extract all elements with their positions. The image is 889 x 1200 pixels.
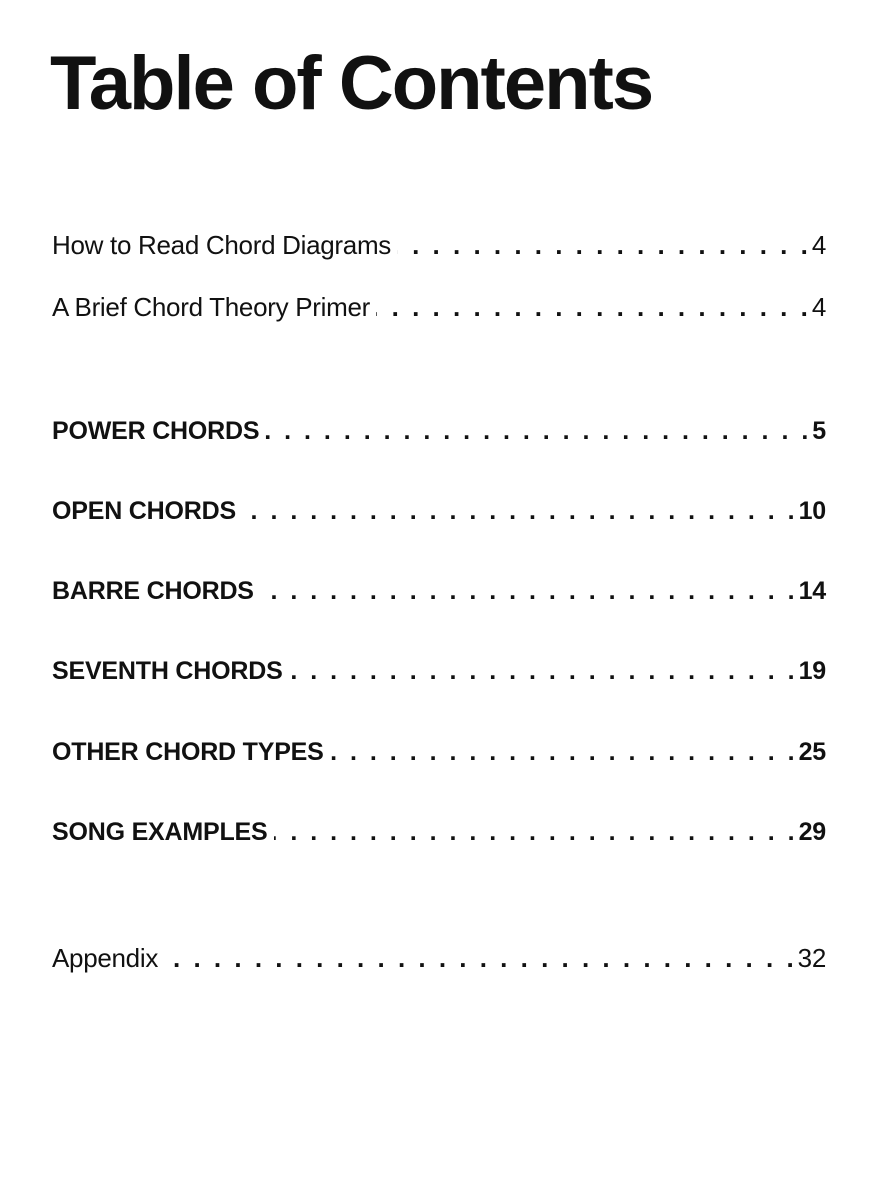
toc-entry-label: How to Read Chord Diagrams: [52, 230, 392, 260]
toc-entry-how-to-read-chord-diagrams[interactable]: [52, 232, 826, 258]
toc-entry-label: OPEN CHORDS: [52, 497, 236, 525]
toc-entry-label: OTHER CHORD TYPES: [52, 738, 324, 766]
toc-entry-song-examples[interactable]: [52, 820, 826, 845]
toc-entry-seventh-chords[interactable]: [52, 659, 826, 684]
dot-leader: [330, 740, 795, 765]
toc-entry-barre-chords[interactable]: [52, 579, 826, 604]
dot-leader: [376, 294, 808, 320]
dot-leader: [265, 419, 808, 444]
toc-entry-label: SONG EXAMPLES: [52, 818, 268, 846]
toc-entry-label: Appendix: [52, 943, 159, 973]
toc-entry-page: 10: [798, 497, 826, 525]
toc-entry-open-chords[interactable]: [52, 499, 826, 524]
toc-entry-page: 25: [798, 738, 826, 766]
toc-entry-label: POWER CHORDS: [52, 417, 260, 445]
dot-leader: [260, 579, 795, 604]
dot-leader: [242, 499, 795, 524]
page-title: Table of Contents: [50, 41, 653, 126]
toc-entry-other-chord-types[interactable]: [52, 740, 826, 765]
toc-entry-label: SEVENTH CHORDS: [52, 657, 283, 685]
dot-leader: [289, 659, 795, 684]
dot-leader: [397, 232, 808, 258]
toc-entry-page: 14: [798, 577, 826, 605]
toc-entry-chord-theory-primer[interactable]: [52, 294, 826, 320]
toc-entry-label: BARRE CHORDS: [52, 577, 254, 605]
toc-entry-page: 4: [811, 230, 826, 260]
toc-entry-appendix[interactable]: [52, 945, 826, 971]
toc-entry-page: 29: [798, 818, 826, 846]
toc-entry-power-chords[interactable]: [52, 419, 826, 444]
toc-entry-page: 19: [798, 657, 826, 685]
toc-entry-page: 4: [811, 292, 826, 322]
toc-entry-page: 32: [797, 943, 826, 973]
toc-entry-label: A Brief Chord Theory Primer: [52, 292, 370, 322]
toc-entry-page: 5: [812, 417, 826, 445]
dot-leader: [164, 945, 794, 971]
dot-leader: [274, 820, 795, 845]
